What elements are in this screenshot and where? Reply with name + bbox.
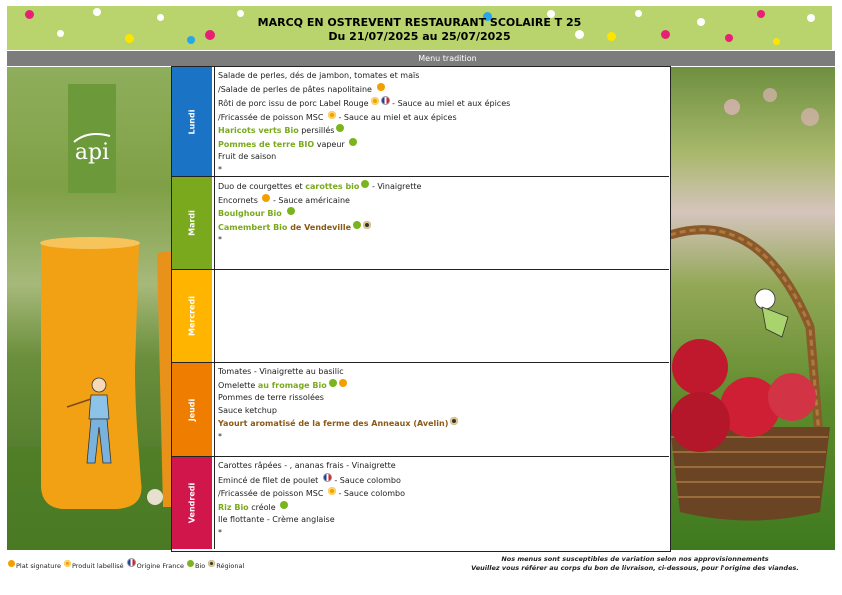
right-decorative-photo bbox=[670, 67, 835, 550]
menu-item bbox=[218, 514, 663, 527]
menu-item bbox=[218, 221, 663, 235]
bio-icon bbox=[329, 379, 337, 387]
menu-item-text: /Fricassée de poisson MSC bbox=[218, 489, 326, 498]
origine-france-icon bbox=[381, 96, 390, 105]
menu-item-text: Salade de perles, dés de jambon, tomates et maïs bbox=[218, 71, 420, 80]
date-range: Du 21/07/2025 au 25/07/2025 bbox=[328, 30, 511, 43]
menu-item bbox=[218, 379, 663, 393]
menu-item-text: * bbox=[218, 164, 222, 174]
day-label: Lundi bbox=[187, 109, 197, 134]
menu-item-text: Carottes râpées - , ananas frais - Vinaigrette bbox=[218, 461, 396, 470]
bio-icon bbox=[353, 221, 361, 229]
column-divider bbox=[212, 67, 215, 176]
day-label: Jeudi bbox=[187, 398, 197, 421]
menu-item bbox=[218, 473, 663, 488]
bio-product-text: Camembert Bio bbox=[218, 222, 288, 232]
menu-item bbox=[218, 138, 663, 152]
menu-item-text: persillés bbox=[298, 126, 335, 135]
menu-type-label: Menu tradition bbox=[418, 54, 477, 63]
menu-item bbox=[218, 460, 663, 473]
menu-item bbox=[218, 207, 663, 221]
day-tab-mardi bbox=[172, 177, 212, 269]
menu-item bbox=[218, 194, 663, 208]
footer-note-line1: Nos menus sont susceptibles de variation selon nos approvisionnements bbox=[501, 555, 769, 563]
footer-note bbox=[440, 555, 830, 573]
menu-item-sauce: - Sauce américaine bbox=[270, 195, 350, 205]
menu-item-text: /Fricassée de poisson MSC bbox=[218, 112, 326, 122]
plat-signature-icon bbox=[339, 379, 347, 387]
title-line: MARCQ EN OSTREVENT RESTAURANT SCOLAIRE T 25 bbox=[257, 16, 582, 29]
bio-product-text: carottes bio bbox=[305, 182, 360, 191]
legend bbox=[7, 558, 246, 571]
menu-item-text: Duo de courgettes et bbox=[218, 182, 306, 191]
menu-item-text: * bbox=[218, 527, 222, 537]
day-tab-vendredi bbox=[172, 457, 212, 549]
confetti-dot bbox=[93, 8, 101, 16]
produit-labellise-icon bbox=[64, 560, 71, 567]
bio-icon bbox=[287, 207, 295, 215]
menu-item-text: Emincé de filet de poulet bbox=[218, 475, 321, 485]
menu-header-bar bbox=[7, 51, 835, 66]
plat-signature-icon bbox=[377, 83, 385, 91]
menu-item bbox=[218, 180, 663, 194]
menu-item-text: Pommes de terre rissolées bbox=[218, 393, 324, 402]
bio-icon bbox=[187, 560, 194, 567]
day-label: Mardi bbox=[187, 210, 197, 236]
day-row-vendredi bbox=[171, 457, 669, 549]
produit-labellise-icon bbox=[328, 111, 336, 119]
menu-item-text: * bbox=[218, 235, 222, 244]
bio-product-text: Boulghour Bio bbox=[218, 209, 285, 218]
menu-item bbox=[218, 124, 663, 138]
regional-icon bbox=[363, 221, 371, 229]
regional-product-text: Yaourt aromatisé de la ferme des Anneaux (Avelin) bbox=[218, 419, 449, 428]
origine-france-icon bbox=[127, 558, 136, 567]
menu-item bbox=[218, 83, 663, 97]
day-label: Vendredi bbox=[187, 482, 197, 524]
header-banner bbox=[7, 6, 832, 50]
legend-label: Origine France bbox=[136, 562, 184, 570]
apple-basket-illustration bbox=[670, 67, 835, 550]
menu-item-text: /Salade de perles de pâtes napolitaine bbox=[218, 84, 375, 94]
menu-item-sauce: - Sauce colombo bbox=[331, 475, 401, 485]
day-tab-jeudi bbox=[172, 363, 212, 456]
menu-item-sauce: - Sauce au miel et aux épices bbox=[335, 112, 457, 122]
day-tab-mercredi bbox=[172, 270, 212, 362]
menu-item bbox=[218, 70, 663, 83]
menu-item-text: Ile flottante - Crème anglaise bbox=[218, 515, 335, 524]
bio-icon bbox=[349, 138, 357, 146]
menu-item-text: Encornets bbox=[218, 195, 261, 205]
column-divider bbox=[212, 457, 215, 549]
day-label: Mercredi bbox=[187, 296, 197, 336]
menu-item bbox=[218, 366, 663, 379]
bio-product-text: Riz Bio bbox=[218, 502, 249, 512]
plat-signature-icon bbox=[8, 560, 15, 567]
bio-icon bbox=[336, 124, 344, 132]
menu-item-text: créole bbox=[248, 502, 279, 512]
menu-item-text: * bbox=[218, 431, 222, 441]
regional-icon bbox=[450, 417, 458, 425]
produit-labellise-icon bbox=[371, 97, 379, 105]
column-divider bbox=[212, 363, 215, 456]
menu-item bbox=[218, 96, 663, 111]
menu-item bbox=[218, 487, 663, 501]
rain-boots-illustration bbox=[7, 67, 171, 550]
day-row-mardi bbox=[171, 177, 669, 270]
menu-item bbox=[218, 164, 663, 177]
day-row-lundi bbox=[171, 67, 669, 177]
plat-signature-icon bbox=[262, 194, 270, 202]
menu-item bbox=[218, 234, 663, 247]
menu-item-sauce: - Sauce au miel et aux épices bbox=[389, 99, 511, 108]
day-menu-items bbox=[218, 460, 663, 539]
regional-product-text: de Vendeville bbox=[287, 222, 352, 232]
menu-item bbox=[218, 431, 663, 444]
origine-france-icon bbox=[323, 473, 332, 482]
bio-product-text: au fromage Bio bbox=[257, 380, 327, 390]
bio-icon bbox=[280, 501, 288, 509]
menu-item-text: Rôti de porc issu de porc Label Rouge bbox=[218, 99, 369, 108]
column-divider bbox=[212, 270, 215, 362]
menu-item bbox=[218, 417, 663, 431]
menu-item-text: Fruit de saison bbox=[218, 152, 277, 161]
menu-item bbox=[218, 405, 663, 418]
legend-label: Produit labellisé bbox=[71, 562, 124, 570]
footer-note-line2: Veuillez vous référer au corps du bon de livraison, ci-dessous, pour l'origine des viandes. bbox=[471, 564, 799, 572]
menu-item bbox=[218, 111, 663, 125]
menu-item-sauce: - Sauce colombo bbox=[335, 489, 406, 498]
menu-item-text: Tomates - Vinaigrette au basilic bbox=[218, 367, 344, 376]
day-menu-items bbox=[218, 180, 663, 247]
menu-item bbox=[218, 501, 663, 515]
menu-item bbox=[218, 151, 663, 164]
bio-product-text: Pommes de terre BIO bbox=[218, 139, 315, 149]
legend-label: Bio bbox=[194, 562, 206, 570]
logo-text: api bbox=[74, 140, 110, 165]
day-row-jeudi bbox=[171, 363, 669, 457]
menu-item-text: vapeur bbox=[314, 139, 348, 149]
bio-product-text: Haricots verts Bio bbox=[218, 126, 299, 135]
page-title bbox=[7, 16, 832, 44]
day-tab-lundi bbox=[172, 67, 212, 176]
day-menu-items bbox=[218, 366, 663, 443]
menu-item-text: Sauce ketchup bbox=[218, 405, 277, 415]
menu-item bbox=[218, 527, 663, 540]
menu-item-text: Omelette bbox=[218, 380, 258, 390]
regional-icon bbox=[208, 560, 215, 567]
legend-label: Plat signature bbox=[16, 562, 61, 570]
produit-labellise-icon bbox=[328, 487, 336, 495]
menu-item bbox=[218, 392, 663, 405]
column-divider bbox=[212, 177, 215, 269]
legend-label: Régional bbox=[216, 562, 245, 570]
left-decorative-photo bbox=[7, 67, 171, 550]
day-row-mercredi bbox=[171, 270, 669, 363]
menu-item-sauce: - Vinaigrette bbox=[369, 182, 422, 191]
day-menu-items bbox=[218, 70, 663, 176]
